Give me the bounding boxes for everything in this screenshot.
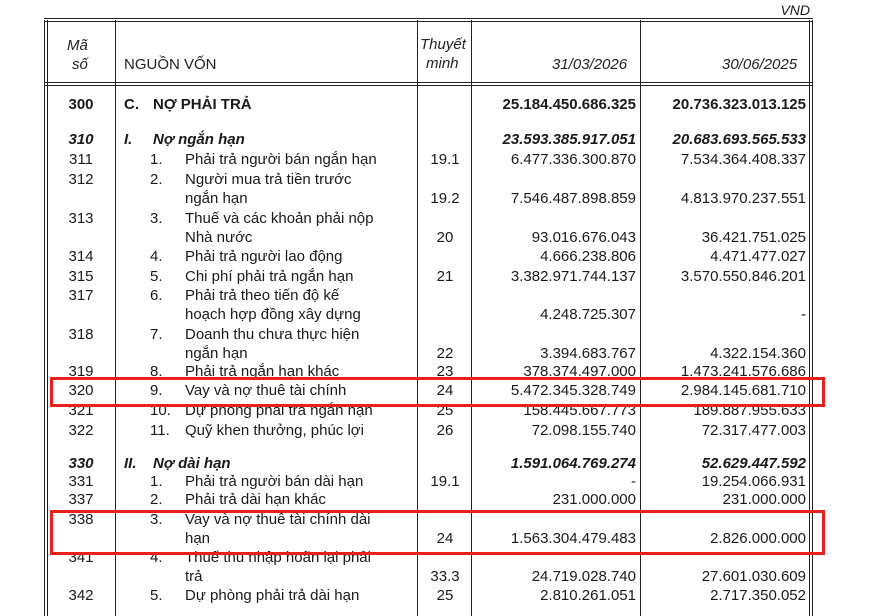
- value-31-03-2026: 231.000.000: [552, 491, 636, 508]
- value-30-06-2025: -: [801, 306, 806, 323]
- note-ref: 22: [436, 345, 454, 362]
- item-number: 3.: [150, 511, 163, 528]
- row-code: 312: [68, 171, 94, 188]
- item-label: ngắn hạn: [185, 345, 248, 362]
- value-31-03-2026: 72.098.155.740: [531, 422, 636, 439]
- item-label: ngắn hạn: [185, 190, 248, 207]
- item-number: 2.: [150, 491, 163, 508]
- item-number: 4.: [150, 248, 163, 265]
- section-number: II.: [124, 455, 137, 472]
- note-ref: 21: [436, 268, 454, 285]
- item-label: Quỹ khen thưởng, phúc lợi: [185, 422, 364, 439]
- value-31-03-2026: 6.477.336.300.870: [510, 151, 636, 168]
- row-code: 317: [68, 287, 94, 304]
- highlight-box-row-338: [50, 510, 825, 555]
- item-label: Vay và nợ thuê tài chính: [185, 382, 347, 399]
- item-label: Phải trả người bán dài hạn: [185, 473, 364, 490]
- value-30-06-2025: 3.570.550.846.201: [680, 268, 806, 285]
- item-number: 10.: [150, 402, 171, 419]
- value-30-06-2025: 2.826.000.000: [710, 530, 806, 547]
- row-code: 313: [68, 210, 94, 227]
- table-left-border: [44, 20, 48, 616]
- item-number: 1.: [150, 473, 163, 490]
- item-number: 1.: [150, 151, 163, 168]
- note-ref: 24: [436, 530, 454, 547]
- row-code: 319: [68, 363, 94, 380]
- value-31-03-2026: 3.382.971.744.137: [510, 268, 636, 285]
- row-code: 322: [68, 422, 94, 439]
- item-label: Phải trả người lao động: [185, 248, 343, 265]
- section-label: NỢ PHẢI TRẢ: [153, 96, 252, 113]
- value-31-03-2026: -: [631, 473, 636, 490]
- item-number: 8.: [150, 363, 163, 380]
- note-ref: 24: [436, 382, 454, 399]
- item-number: 3.: [150, 210, 163, 227]
- item-label: Vay và nợ thuê tài chính dài: [185, 511, 371, 528]
- note-ref: 25: [436, 587, 454, 604]
- item-number: 7.: [150, 326, 163, 343]
- item-label: Phải trả theo tiến độ kế: [185, 287, 340, 304]
- value-30-06-2025: 27.601.030.609: [701, 568, 806, 585]
- row-code: 315: [68, 268, 94, 285]
- value-31-03-2026: 378.374.497.000: [523, 363, 636, 380]
- item-number: 9.: [150, 382, 163, 399]
- row-code: 338: [68, 511, 94, 528]
- value-30-06-2025: 52.629.447.592: [701, 455, 806, 472]
- header-code-line1: Mã: [67, 37, 88, 54]
- item-number: 5.: [150, 268, 163, 285]
- value-30-06-2025: 20.683.693.565.533: [672, 131, 806, 148]
- value-31-03-2026: 23.593.385.917.051: [502, 131, 636, 148]
- value-30-06-2025: 19.254.066.931: [701, 473, 806, 490]
- row-code: 330: [68, 455, 94, 472]
- value-30-06-2025: 36.421.751.025: [701, 229, 806, 246]
- note-ref: 33.3: [430, 568, 460, 585]
- item-label: Doanh thu chưa thực hiện: [185, 326, 360, 343]
- item-label: Nhà nước: [185, 229, 253, 246]
- section-number: I.: [124, 131, 133, 148]
- value-30-06-2025: 231.000.000: [722, 491, 806, 508]
- value-31-03-2026: 1.591.064.769.274: [510, 455, 636, 472]
- note-ref: 19.1: [430, 473, 460, 490]
- header-code-line2: số: [72, 56, 88, 73]
- item-number: 4.: [150, 549, 163, 566]
- item-label: hoạch hợp đồng xây dựng: [185, 306, 361, 323]
- item-label: Thuế và các khoản phải nộp: [185, 210, 374, 227]
- value-30-06-2025: 189.887.955.633: [693, 402, 806, 419]
- item-number: 11.: [150, 422, 170, 439]
- header-date-1: 31/03/2026: [552, 56, 628, 73]
- table-top-border: [44, 18, 813, 22]
- section-label: Nợ dài hạn: [153, 455, 231, 472]
- item-label: Phải trả người bán ngắn hạn: [185, 151, 377, 168]
- item-label: hạn: [185, 530, 211, 547]
- currency-label: VND: [780, 2, 810, 18]
- note-ref: 26: [436, 422, 454, 439]
- note-ref: 19.2: [430, 190, 460, 207]
- row-code: 342: [68, 587, 94, 604]
- row-code: 300: [68, 96, 94, 113]
- item-number: 6.: [150, 287, 163, 304]
- item-label: Dự phòng phải trả ngắn hạn: [185, 402, 373, 419]
- header-note-line2: minh: [426, 55, 459, 72]
- row-code: 318: [68, 326, 94, 343]
- note-ref: 19.1: [430, 151, 460, 168]
- item-label: Người mua trả tiền trước: [185, 171, 352, 188]
- value-31-03-2026: 25.184.450.686.325: [502, 96, 636, 113]
- value-30-06-2025: 2.984.145.681.710: [680, 382, 806, 399]
- value-31-03-2026: 93.016.676.043: [531, 229, 636, 246]
- value-31-03-2026: 24.719.028.740: [531, 568, 636, 585]
- value-30-06-2025: 7.534.364.408.337: [680, 151, 806, 168]
- row-code: 310: [68, 131, 94, 148]
- value-31-03-2026: 158.445.667.773: [523, 402, 636, 419]
- item-label: Dự phòng phải trả dài hạn: [185, 587, 360, 604]
- header-bottom-border: [44, 82, 813, 86]
- row-code: 331: [68, 473, 94, 490]
- value-31-03-2026: 4.666.238.806: [540, 248, 636, 265]
- highlight-box-row-320: [50, 377, 825, 407]
- value-30-06-2025: 72.317.477.003: [701, 422, 806, 439]
- row-code: 311: [69, 151, 93, 168]
- value-30-06-2025: 4.322.154.360: [710, 345, 806, 362]
- section-number: C.: [124, 96, 139, 113]
- row-code: 341: [68, 549, 94, 566]
- header-note-line1: Thuyết: [420, 36, 466, 53]
- value-30-06-2025: 4.471.477.027: [710, 248, 806, 265]
- row-code: 320: [68, 382, 94, 399]
- value-31-03-2026: 5.472.345.328.749: [510, 382, 636, 399]
- note-ref: 23: [436, 363, 454, 380]
- header-title: NGUỒN VỐN: [124, 56, 217, 73]
- item-label: Thuế thu nhập hoãn lại phải: [185, 549, 371, 566]
- item-label: Phải trả ngắn hạn khác: [185, 363, 340, 380]
- value-31-03-2026: 2.810.261.051: [540, 587, 636, 604]
- value-30-06-2025: 4.813.970.237.551: [680, 190, 806, 207]
- row-code: 314: [68, 248, 94, 265]
- row-code: 337: [68, 491, 94, 508]
- item-label: Phải trả dài hạn khác: [185, 491, 326, 508]
- header-date-2: 30/06/2025: [722, 56, 798, 73]
- value-31-03-2026: 3.394.683.767: [540, 345, 636, 362]
- value-30-06-2025: 2.717.350.052: [710, 587, 806, 604]
- item-number: 5.: [150, 587, 163, 604]
- note-ref: 20: [436, 229, 454, 246]
- item-label: Chi phí phải trả ngắn hạn: [185, 268, 354, 285]
- row-code: 321: [68, 402, 94, 419]
- item-number: 2.: [150, 171, 163, 188]
- note-ref: 25: [436, 402, 454, 419]
- value-31-03-2026: 4.248.725.307: [540, 306, 636, 323]
- section-label: Nợ ngắn hạn: [153, 131, 245, 148]
- value-31-03-2026: 7.546.487.898.859: [510, 190, 636, 207]
- item-label: trả: [185, 568, 203, 585]
- value-30-06-2025: 20.736.323.013.125: [672, 96, 806, 113]
- value-30-06-2025: 1.473.241.576.686: [680, 363, 806, 380]
- value-31-03-2026: 1.563.304.479.483: [510, 530, 636, 547]
